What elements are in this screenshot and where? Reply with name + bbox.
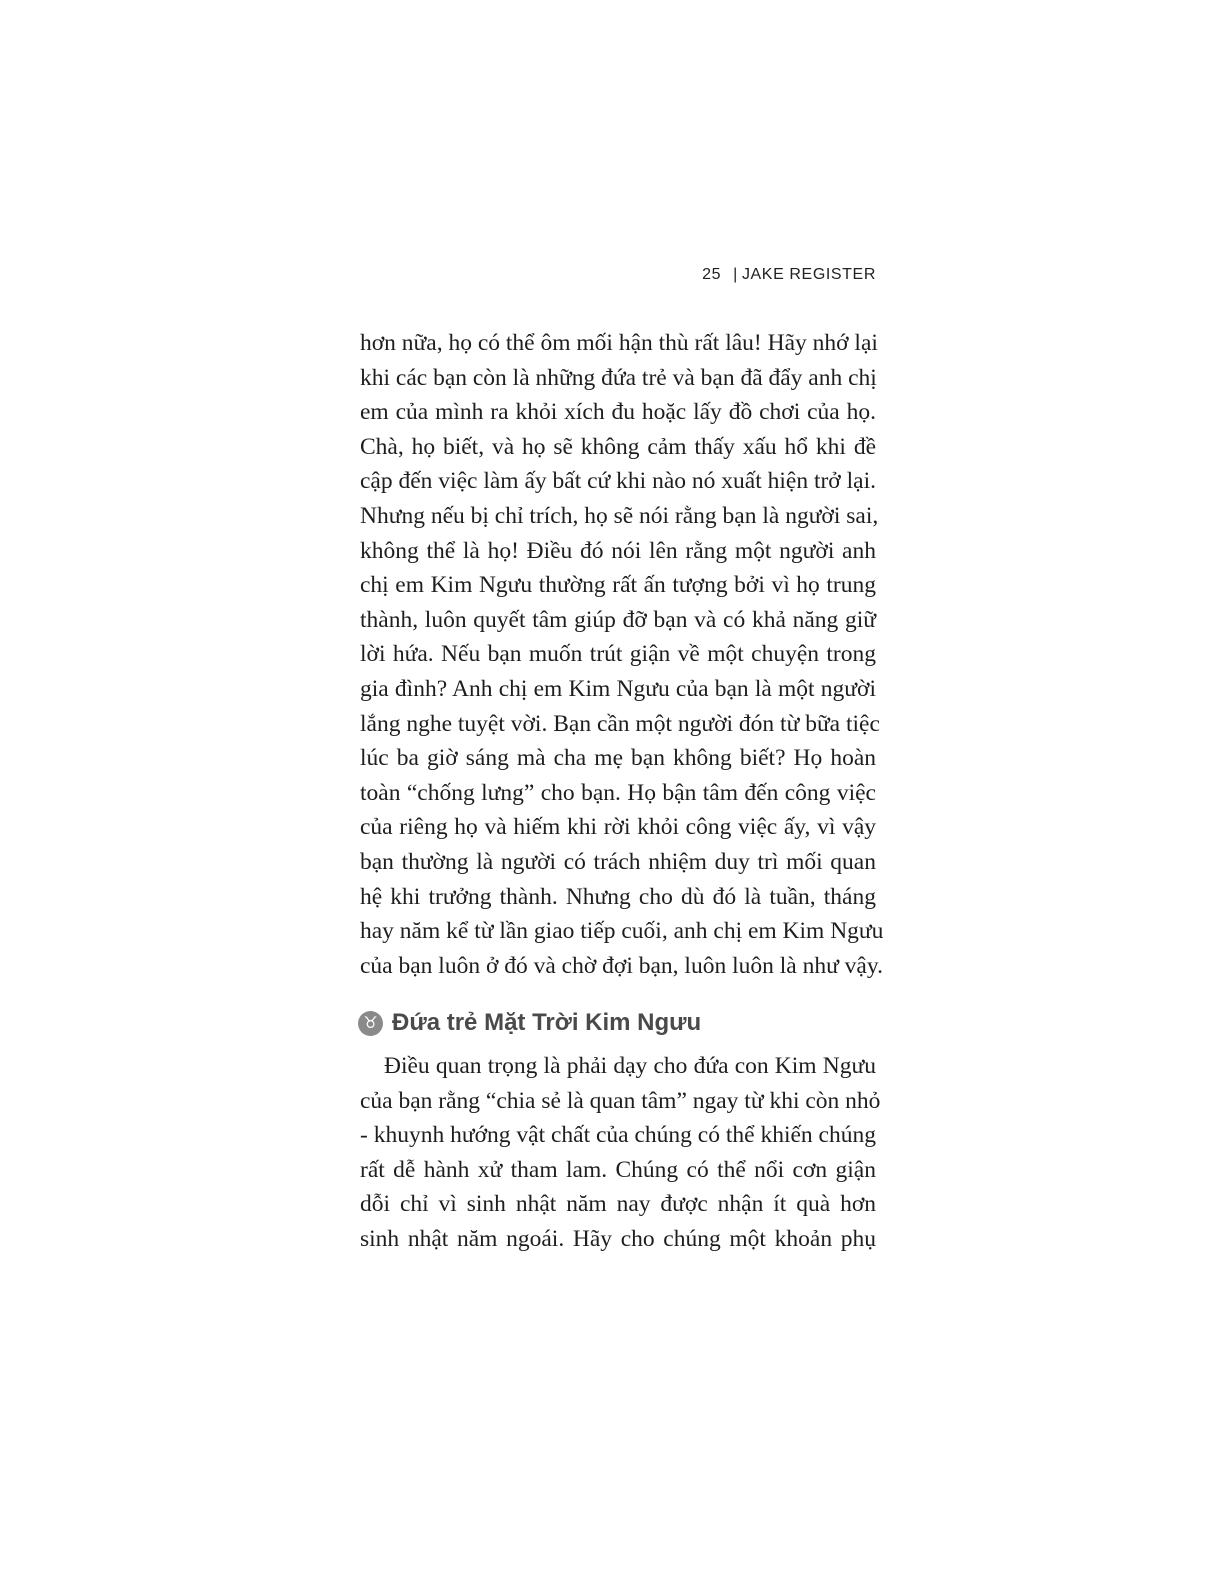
text-line: của bạn rằng “chia sẻ là quan tâm” ngay từ khi còn nhỏ [360,1087,881,1114]
text-line: Điều quan trọng là phải dạy cho đứa con Kim Ngưu [384,1053,876,1079]
text-line: của bạn luôn ở đó và chờ đợi bạn, luôn luôn là như vậy. [360,952,883,979]
text-line: hệ khi trưởng thành. Nhưng cho dù đó là tuần, tháng [360,883,876,910]
text-line: lắng nghe tuyệt vời. Bạn cần một người đón từ bữa tiệc [360,710,880,737]
text-line: - khuynh hướng vật chất của chúng có thể khiến chúng [360,1122,876,1149]
header-separator: | [733,266,738,283]
text-line: khi các bạn còn là những đứa trẻ và bạn đã đẩy anh chị [360,364,877,391]
text-line: không thể là họ! Điều đó nói lên rằng một người anh [360,537,876,564]
text-line: chị em Kim Ngưu thường rất ấn tượng bởi vì họ trung [360,572,876,599]
text-line: rất dễ hành xử tham lam. Chúng có thể nổi cơn giận [360,1156,876,1183]
text-line: bạn thường là người có trách nhiệm duy trì mối quan [360,848,876,875]
section-heading [358,1009,701,1037]
text-line: sinh nhật năm ngoái. Hãy cho chúng một khoản phụ [360,1225,876,1252]
text-line: Chà, họ biết, và họ sẽ không cảm thấy xấu hổ khi đề [360,433,876,460]
text-line: lúc ba giờ sáng mà cha mẹ bạn không biết? Họ hoàn [360,745,876,772]
author-name: JAKE REGISTER [741,266,876,283]
running-head [640,266,876,284]
page-number: 25 [702,266,722,283]
text-line: gia đình? Anh chị em Kim Ngưu của bạn là một người [360,675,876,702]
text-line: hơn nữa, họ có thể ôm mối hận thù rất lâu! Hãy nhớ lại [360,330,878,356]
text-line: cập đến việc làm ấy bất cứ khi nào nó xuất hiện trở lại. [360,468,876,495]
taurus-icon: ♉ [358,1011,383,1036]
text-line: thành, luôn quyết tâm giúp đỡ bạn và có khả năng giữ [360,606,876,633]
body-paragraph-1 [360,326,884,983]
body-paragraph-2 [360,1049,881,1257]
text-line: dỗi chỉ vì sinh nhật năm nay được nhận ít quà hơn [360,1191,876,1218]
text-line: toàn “chống lưng” cho bạn. Họ bận tâm đến công việc [360,779,876,806]
section-title: Đứa trẻ Mặt Trời Kim Ngưu [392,1009,702,1036]
text-line: em của mình ra khỏi xích đu hoặc lấy đồ chơi của họ. [360,399,876,426]
text-line: hay năm kể từ lần giao tiếp cuối, anh chị em Kim Ngưu [360,918,884,945]
text-line: của riêng họ và hiếm khi rời khỏi công việc ấy, vì vậy [360,814,876,841]
text-line: Nhưng nếu bị chỉ trích, họ sẽ nói rằng bạn là người sai, [360,502,879,529]
text-line: lời hứa. Nếu bạn muốn trút giận về một chuyện trong [360,641,876,668]
